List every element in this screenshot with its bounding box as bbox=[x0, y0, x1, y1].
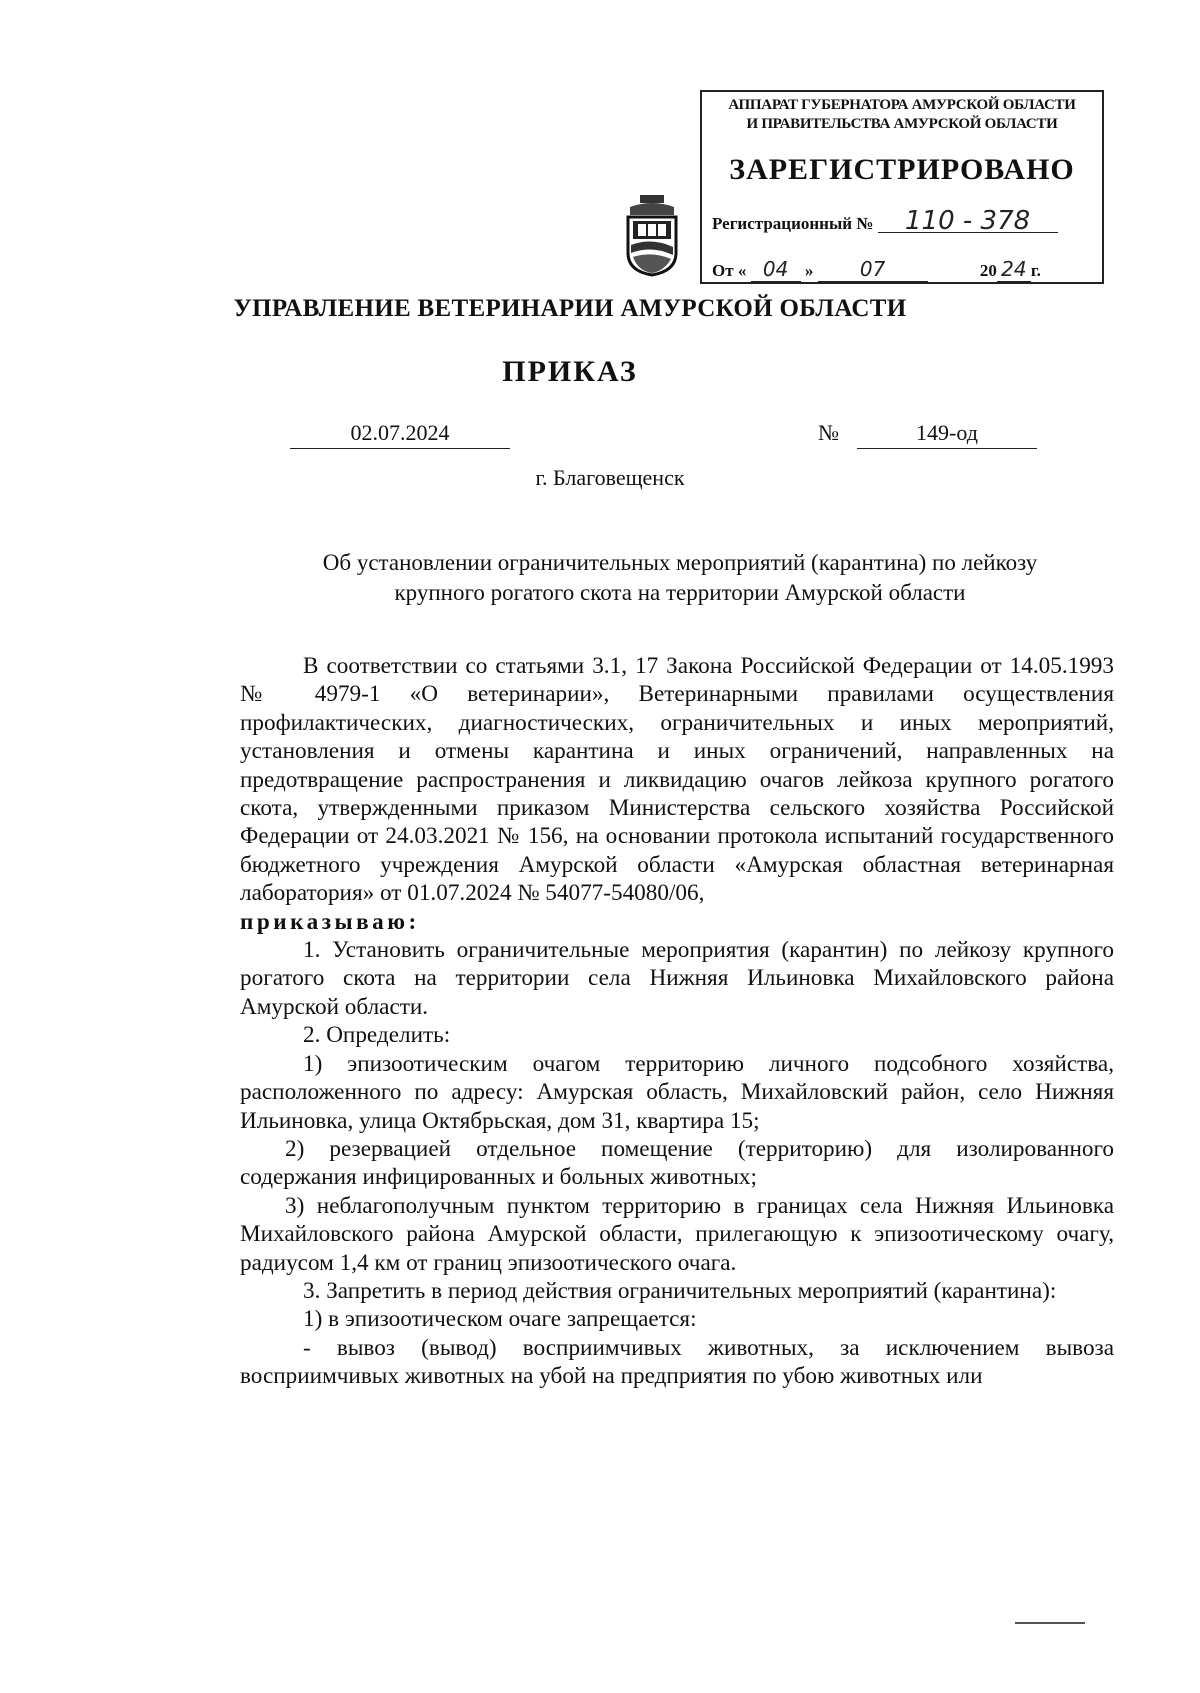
stamp-date-close: » bbox=[804, 261, 814, 280]
stamp-reg-row bbox=[712, 206, 1058, 236]
item-3: 3. Запретить в период действия ограничительных мероприятий (карантина): bbox=[303, 1277, 1057, 1304]
stamp-registered: ЗАРЕГИСТРИРОВАНО bbox=[729, 153, 1075, 186]
item-3-1: 1) в эпизоотическом очаге запрещается: bbox=[303, 1306, 697, 1333]
stamp-date-month: 07 bbox=[818, 257, 928, 282]
footer-mark bbox=[1015, 1622, 1085, 1624]
preamble-paragraph: В соответствии со статьями 3.1, 17 Закона Российской Федерации от 14.05.1993 № 4979-1 «О ветеринарии», Ветеринарными правилами осуществления профилактических, диагностических, ограничительных и иных мероприятий, установления и отмены карантина и иных ограничений, направленных на предотвращение распространения и ликвидацию очагов лейкоза крупного рогатого скота, утвержденными приказом Министерства сельского хозяйства Российской Федерации от 24.03.2021 № 156, на основании протокола испытаний государственного бюджетного учреждения Амурской области «Амурская областная ветеринарная лаборатория» от 01.07.2024 № 54077-54080/06, bbox=[240, 653, 1114, 907]
order-subject bbox=[250, 548, 1110, 608]
item-2: 2. Определить: bbox=[303, 1022, 451, 1049]
item-2-2: 2) резервацией отдельное помещение (территорию) для изолированного содержания инфицированных и больных животных; bbox=[240, 1135, 1114, 1191]
order-number-label: № bbox=[818, 420, 839, 445]
order-body bbox=[240, 652, 1114, 1391]
item-2-3: 3) неблагополучным пунктом территорию в границах села Нижняя Ильиновка Михайловского района Амурской области, прилегающую к эпизоотическому очагу, радиусом 1,4 км от границ эпизоотического очага. bbox=[240, 1192, 1114, 1276]
stamp-date-year-prefix: 20 bbox=[979, 261, 997, 280]
stamp-date-from: От « bbox=[712, 261, 747, 280]
coat-of-arms-emblem bbox=[620, 193, 684, 277]
order-date: 02.07.2024 bbox=[290, 420, 510, 449]
registration-stamp bbox=[700, 90, 1104, 284]
stamp-date-row bbox=[712, 257, 1041, 282]
organization-name: УПРАВЛЕНИЕ ВЕТЕРИНАРИИ АМУРСКОЙ ОБЛАСТИ bbox=[233, 295, 907, 322]
stamp-date-year-end: г. bbox=[1030, 261, 1041, 280]
item-1: 1. Установить ограничительные мероприятия (карантин) по лейкозу крупного рогатого скота на территории села Нижняя Ильиновка Михайловского района Амурской области. bbox=[240, 937, 1114, 1020]
order-number: 149-од bbox=[857, 420, 1037, 449]
stamp-reg-number: 110 - 378 bbox=[878, 210, 1058, 233]
stamp-line-1: АППАРАТ ГУБЕРНАТОРА АМУРСКОЙ ОБЛАСТИ bbox=[728, 97, 1076, 113]
item-2-1: 1) эпизоотическим очагом территорию личного подсобного хозяйства, расположенного по адресу: Амурская область, Михайловский район, село Нижняя Ильиновка, улица Октябрьская, дом 31, квартира 15; bbox=[240, 1050, 1114, 1134]
stamp-date-year-suffix: 24 bbox=[997, 257, 1031, 282]
stamp-reg-label: Регистрационный № bbox=[712, 214, 874, 233]
stamp-date-day: 04 bbox=[751, 257, 801, 282]
document-type: ПРИКАЗ bbox=[502, 355, 638, 388]
city: г. Благовещенск bbox=[535, 465, 685, 490]
subject-line-1: Об установлении ограничительных мероприятий (карантина) по лейкозу bbox=[322, 550, 1038, 575]
subject-line-2: крупного рогатого скота на территории Амурской области bbox=[394, 580, 966, 605]
item-3-1-a: - вывоз (вывод) восприимчивых животных, за исключением вывоза восприимчивых животных на убой на предприятия по убою животных или bbox=[240, 1334, 1114, 1390]
stamp-line-2: И ПРАВИТЕЛЬСТВА АМУРСКОЙ ОБЛАСТИ bbox=[746, 116, 1058, 132]
order-word: приказываю: bbox=[240, 908, 420, 935]
